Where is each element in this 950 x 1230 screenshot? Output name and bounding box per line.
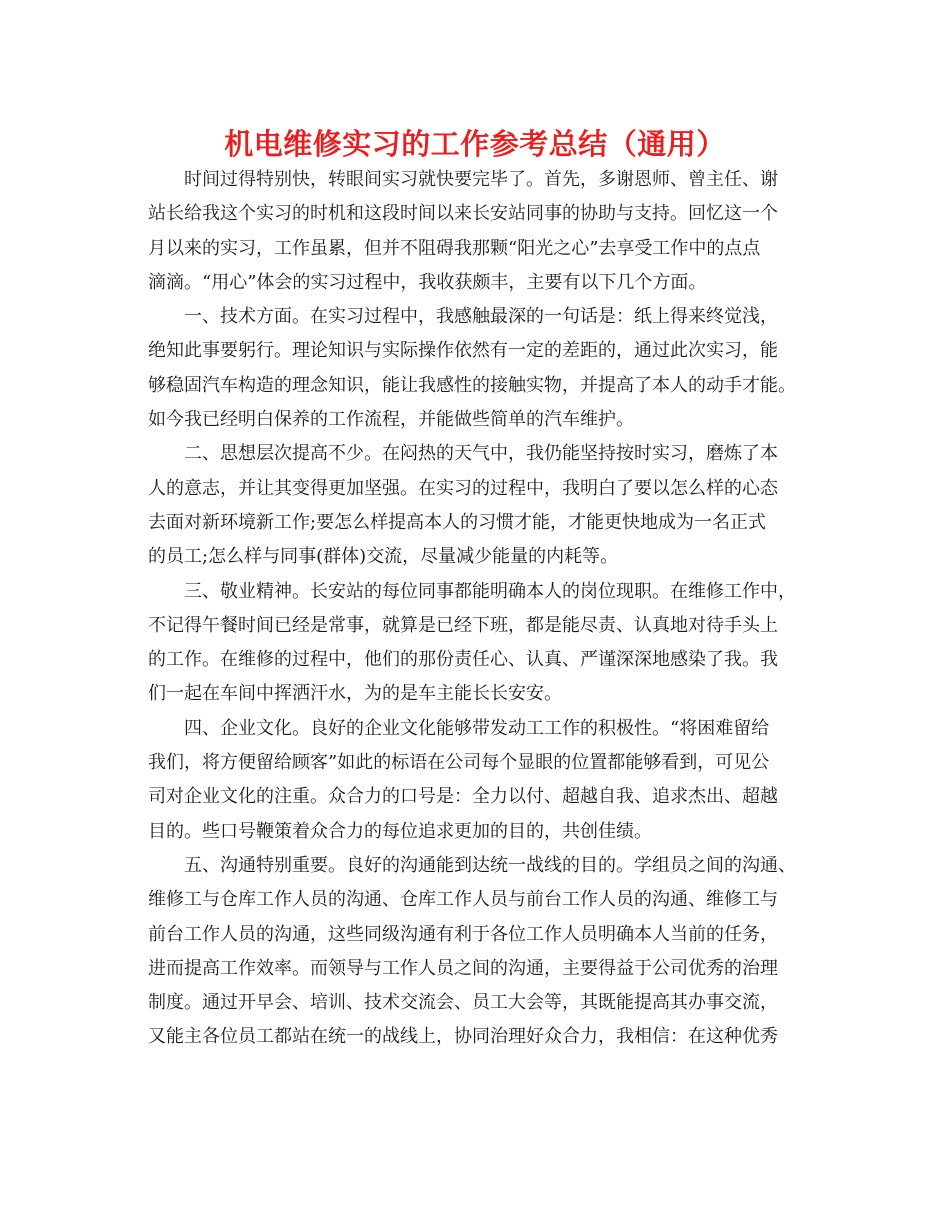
paragraph-line: 三、敬业精神。长安站的每位同事都能明确本人的岗位现职。在维修工作中，: [184, 580, 796, 602]
paragraph-line: 司对企业文化的注重。众合力的口号是：全力以付、超越自我、追求杰出、超越: [148, 786, 778, 808]
paragraph: [148, 437, 808, 574]
paragraph-line: 二、思想层次提高不少。在闷热的天气中，我仍能坚持按时实习，磨炼了本: [184, 443, 778, 465]
paragraph-line: 去面对新环境新工作;要怎么样提高本人的习惯才能，才能更快地成为一名正式: [148, 511, 767, 533]
paragraph-line: 一、技术方面。在实习过程中，我感触最深的一句话是：纸上得来终觉浅，: [184, 306, 778, 328]
paragraph-line: 制度。通过开早会、培训、技术交流会、员工大会等，其既能提高其办事交流，: [148, 992, 778, 1014]
paragraph-line: 维修工与仓库工作人员的沟通、仓库工作人员与前台工作人员的沟通、维修工与: [148, 889, 778, 911]
paragraph-line: 时间过得特别快，转眼间实习就快要完毕了。首先，多谢恩师、曾主任、谢: [184, 169, 778, 190]
paragraph: [148, 163, 808, 300]
paragraph-line: 站长给我这个实习的时机和这段时间以来长安站同事的协助与支持。回忆这一个: [148, 203, 778, 225]
paragraph-line: 进而提高工作效率。而领导与工作人员之间的沟通，主要得益于公司优秀的治理: [148, 957, 778, 979]
paragraph-line: 滴滴。“用心”体会的实习过程中，我收获颇丰，主要有以下几个方面。: [148, 271, 707, 293]
paragraph-line: 我们，将方便留给顾客”如此的标语在公司每个显眼的位置都能够看到，可见公: [148, 752, 770, 774]
paragraph: [148, 849, 808, 1055]
paragraph-line: 四、企业文化。良好的企业文化能够带发动工工作的积极性。“将困难留给: [184, 717, 770, 739]
paragraph-line: 们一起在车间中挥洒汗水，为的是车主能长长安安。: [148, 683, 562, 705]
paragraph-line: 前台工作人员的沟通，这些同级沟通有利于各位工作人员明确本人当前的任务，: [148, 923, 778, 945]
paragraph-line: 绝知此事要躬行。理论知识与实际操作依然有一定的差距的，通过此次实习，能: [148, 340, 778, 362]
paragraph-line: 的员工;怎么样与同事(群体)交流，尽量减少能量的内耗等。: [148, 546, 619, 568]
document-body: [148, 163, 808, 1055]
paragraph-line: 的工作。在维修的过程中，他们的那份责任心、认真、严谨深深地感染了我。我: [148, 649, 778, 671]
paragraph-line: 月以来的实习，工作虽累，但并不阻碍我那颗“阳光之心”去享受工作中的点点: [148, 237, 761, 259]
paragraph: [148, 712, 808, 849]
paragraph-line: 人的意志，并让其变得更加坚强。在实习的过程中，我明白了要以怎么样的心态: [148, 477, 778, 499]
paragraph-line: 又能主各位员工都站在统一的战线上，协同治理好众合力，我相信：在这种优秀: [148, 1026, 778, 1048]
paragraph-line: 不记得午餐时间已经是常事，就算是已经下班，都是能尽责、认真地对待手头上: [148, 614, 778, 636]
paragraph-line: 五、沟通特别重要。良好的沟通能到达统一战线的目的。学组员之间的沟通、: [184, 854, 796, 876]
document-title: 机电维修实习的工作参考总结（通用）: [224, 127, 726, 161]
paragraph-line: 如今我已经明白保养的工作流程，并能做些简单的汽车维护。: [148, 409, 634, 431]
paragraph-line: 目的。些口号鞭策着众合力的每位追求更加的目的，共创佳绩。: [148, 820, 652, 842]
paragraph: [148, 300, 808, 437]
paragraph: [148, 575, 808, 712]
paragraph-line: 够稳固汽车构造的理念知识，能让我感性的接触实物，并提高了本人的动手才能。: [148, 374, 796, 396]
